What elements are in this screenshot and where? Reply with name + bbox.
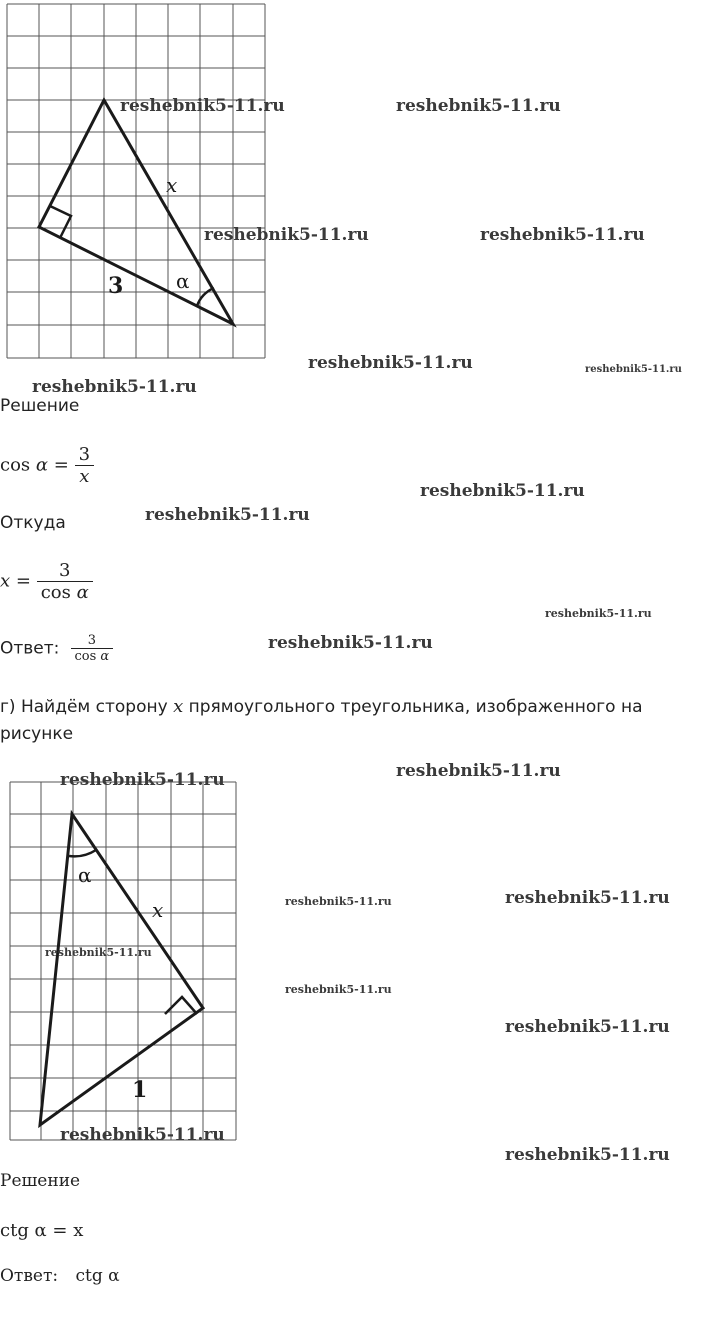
solution-2-heading: Решение bbox=[0, 1171, 81, 1191]
solution-1-answer bbox=[0, 633, 113, 664]
watermark: reshebnik5-11.ru bbox=[120, 96, 285, 116]
solution-2-answer bbox=[0, 1266, 120, 1286]
eq1-num: 3 bbox=[78, 444, 91, 465]
solution-1-equation-1 bbox=[0, 444, 94, 487]
watermark: reshebnik5-11.ru bbox=[60, 770, 225, 790]
watermark: reshebnik5-11.ru bbox=[60, 1125, 225, 1145]
watermark: reshebnik5-11.ru bbox=[308, 353, 473, 373]
eq2-fraction bbox=[37, 560, 93, 603]
answer-2-label: Ответ: bbox=[0, 1266, 59, 1286]
figure-2-label-side: 1 bbox=[132, 1077, 148, 1103]
watermark: reshebnik5-11.ru bbox=[285, 895, 392, 908]
figure-2-label-alpha: α bbox=[78, 863, 92, 887]
watermark: reshebnik5-11.ru bbox=[285, 983, 392, 996]
eq1-fraction bbox=[75, 444, 94, 487]
watermark: reshebnik5-11.ru bbox=[396, 761, 561, 781]
figure-2-label-x: x bbox=[152, 898, 164, 922]
watermark: reshebnik5-11.ru bbox=[480, 225, 645, 245]
solution-2-equation: ctg α = x bbox=[0, 1220, 84, 1241]
watermark: reshebnik5-11.ru bbox=[204, 225, 369, 245]
watermark: reshebnik5-11.ru bbox=[268, 633, 433, 653]
eq2-den: cos α bbox=[40, 582, 89, 603]
answer-2-value: ctg α bbox=[75, 1266, 120, 1286]
eq2-var: x bbox=[0, 570, 11, 592]
figure-1-label-x: x bbox=[166, 173, 178, 197]
watermark: reshebnik5-11.ru bbox=[45, 946, 152, 959]
watermark: reshebnik5-11.ru bbox=[505, 1017, 670, 1037]
figure-2-right-angle-mark bbox=[165, 997, 197, 1014]
figure-1-grid bbox=[7, 4, 265, 358]
eq1-lhs: cos bbox=[0, 454, 31, 476]
watermark: reshebnik5-11.ru bbox=[396, 96, 561, 116]
figure-1-label-side: 3 bbox=[108, 273, 124, 299]
figure-1-label-alpha: α bbox=[176, 269, 190, 293]
answer-1-label: Ответ: bbox=[0, 638, 60, 659]
eq1-var: α bbox=[35, 454, 49, 476]
eq1-den: x bbox=[79, 466, 90, 487]
watermark: reshebnik5-11.ru bbox=[585, 364, 682, 375]
solution-1-heading: Решение bbox=[0, 396, 80, 416]
figure-1-grid-triangle bbox=[0, 0, 270, 360]
watermark: reshebnik5-11.ru bbox=[505, 1145, 670, 1165]
watermark: reshebnik5-11.ru bbox=[32, 377, 197, 397]
figure-2-grid-triangle bbox=[0, 760, 250, 1160]
solution-1-whence: Откуда bbox=[0, 513, 66, 533]
eq1-eq: = bbox=[53, 454, 69, 476]
task-g-line-1: г) Найдём сторону x прямоугольного треугольника, изображенного на bbox=[0, 696, 643, 717]
watermark: reshebnik5-11.ru bbox=[420, 481, 585, 501]
eq2-num: 3 bbox=[59, 560, 71, 581]
eq2-eq: = bbox=[15, 570, 31, 592]
watermark: reshebnik5-11.ru bbox=[545, 607, 652, 620]
solution-1-equation-2 bbox=[0, 560, 93, 603]
watermark: reshebnik5-11.ru bbox=[145, 505, 310, 525]
answer-1-fraction: $\frac{3}{\text{cos α}}$ bbox=[71, 633, 114, 664]
task-g-line-2: рисунке bbox=[0, 724, 74, 744]
watermark: reshebnik5-11.ru bbox=[505, 888, 670, 908]
